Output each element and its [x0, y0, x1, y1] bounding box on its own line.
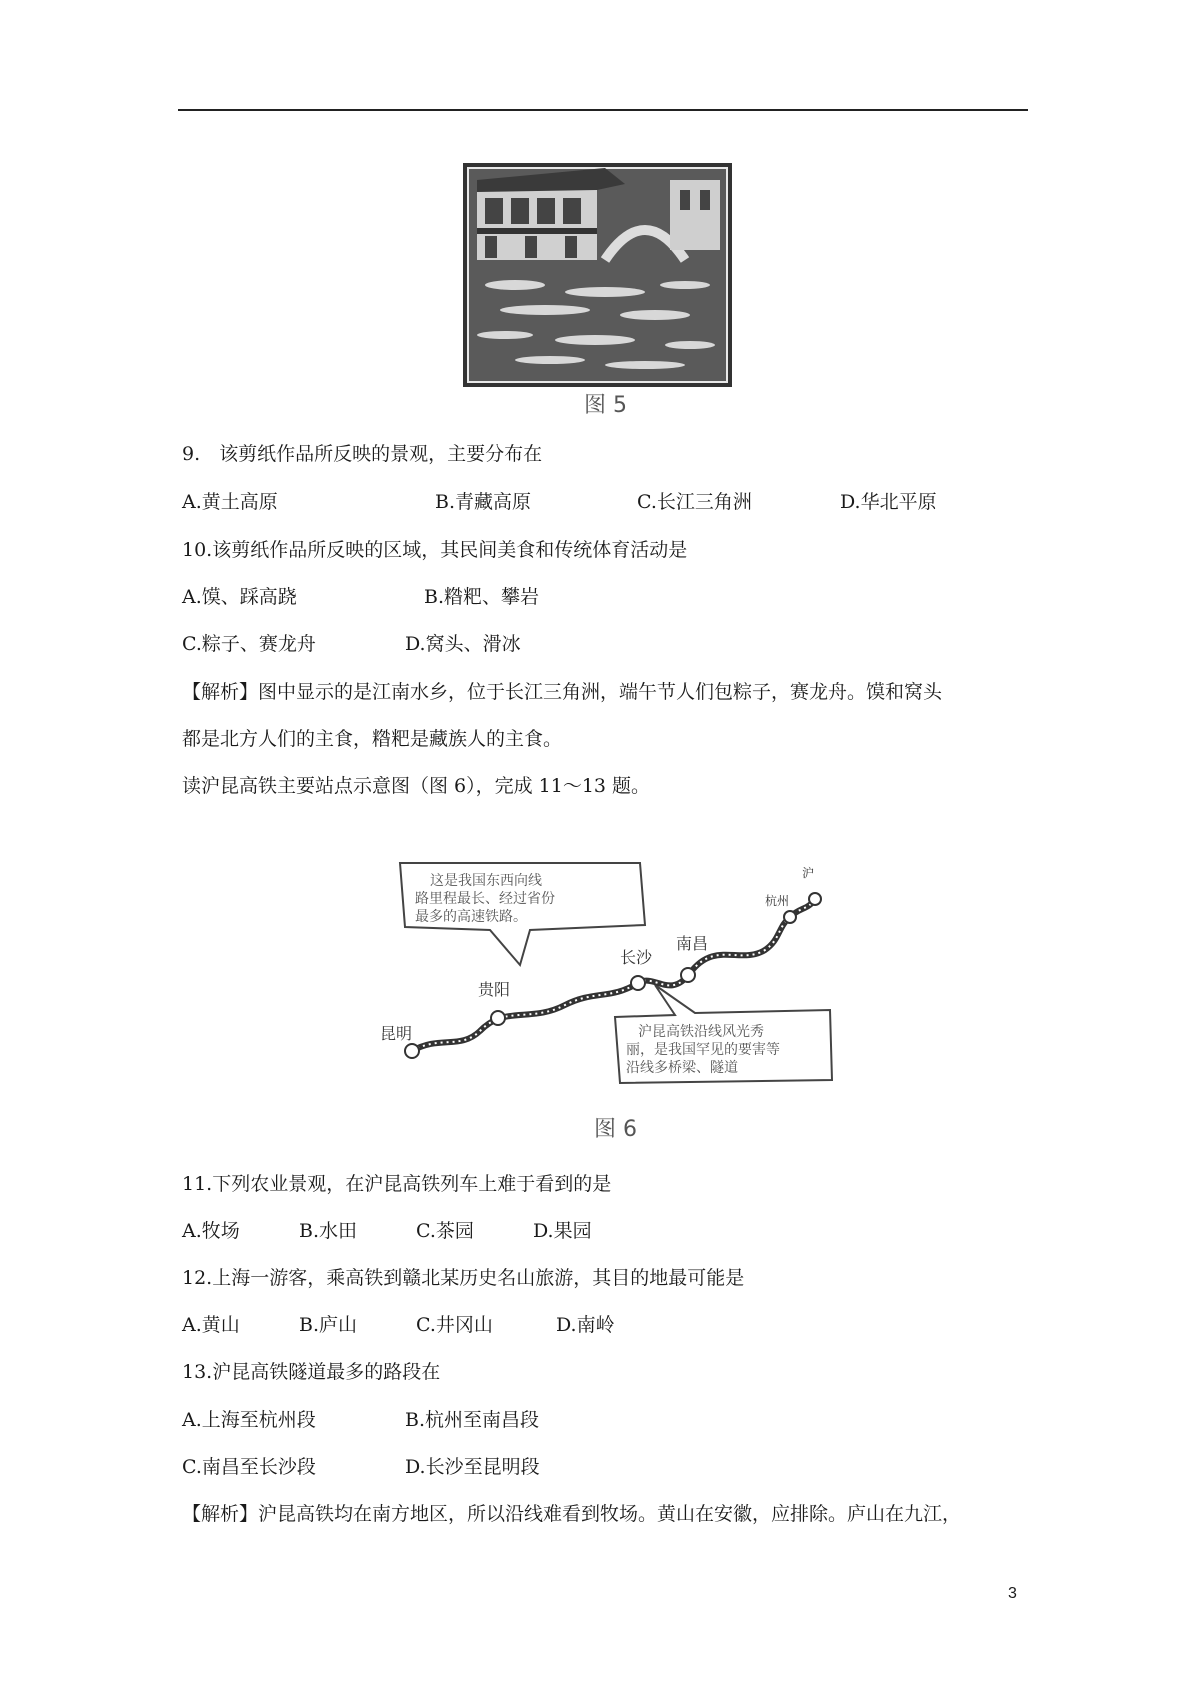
- station-kunming-label: 昆明: [380, 1024, 413, 1043]
- q13-option-c: C.南昌至长沙段: [182, 1456, 316, 1478]
- figure5-caption: 图 5: [584, 393, 627, 418]
- q9-option-d: D.华北平原: [840, 491, 937, 513]
- q10-option-c: C.粽子、赛龙舟: [182, 633, 316, 655]
- bubble-bottom: [615, 985, 832, 1083]
- q12-option-a: A.黄山: [182, 1314, 240, 1336]
- q11-stem: 11.下列农业景观，在沪昆高铁列车上难于看到的是: [182, 1173, 612, 1195]
- q13-option-b: B.杭州至南昌段: [405, 1409, 540, 1431]
- q9-stem: 9. 该剪纸作品所反映的景观，主要分布在: [182, 443, 543, 465]
- analysis1-line1: 【解析】图中显示的是江南水乡，位于长江三角洲，端午节人们包粽子，赛龙舟。馍和窝头: [182, 681, 943, 703]
- station-shanghai-label: 沪: [802, 866, 815, 880]
- station-nanchang-label: 南昌: [676, 934, 709, 953]
- q9-option-c: C.长江三角洲: [637, 491, 752, 513]
- station-guiyang-marker: [491, 1011, 505, 1025]
- q10-option-b: B.糌粑、攀岩: [424, 586, 540, 608]
- q11-option-d: D.果园: [533, 1220, 592, 1242]
- figure6-rail-map: [370, 855, 840, 1115]
- q10-option-a: A.馍、踩高跷: [182, 586, 297, 608]
- q12-option-d: D.南岭: [556, 1314, 615, 1336]
- analysis1-line2: 都是北方人们的主食，糌粑是藏族人的主食。: [182, 728, 563, 750]
- q12-option-b: B.庐山: [299, 1314, 358, 1336]
- bubble-bottom-line1: 沪昆高铁沿线风光秀: [638, 1024, 764, 1040]
- q12-stem: 12.上海一游客，乘高铁到赣北某历史名山旅游，其目的地最可能是: [182, 1267, 745, 1289]
- station-guiyang-label: 贵阳: [478, 980, 511, 999]
- q10-option-d: D.窝头、滑冰: [405, 633, 521, 655]
- page-number: 3: [1008, 1585, 1017, 1602]
- station-hangzhou-marker: [784, 911, 796, 923]
- q13-option-d: D.长沙至昆明段: [405, 1456, 540, 1478]
- station-shanghai-marker: [809, 893, 821, 905]
- bubble-top-line2: 路里程最长、经过省份: [415, 891, 555, 907]
- figure6-intro: 读沪昆高铁主要站点示意图（图 6），完成 11～13 题。: [182, 775, 651, 797]
- q11-option-b: B.水田: [299, 1220, 358, 1242]
- station-hangzhou-label: 杭州: [765, 894, 790, 908]
- analysis2-line1: 【解析】沪昆高铁均在南方地区，所以沿线难看到牧场。黄山在安徽，应排除。庐山在九江，: [182, 1503, 962, 1525]
- bubble-top-line1: 这是我国东西向线: [430, 873, 542, 889]
- station-nanchang-marker: [681, 968, 695, 982]
- q11-option-a: A.牧场: [182, 1220, 240, 1242]
- q10-stem: 10.该剪纸作品所反映的区域，其民间美食和传统体育活动是: [182, 539, 688, 561]
- q9-option-b: B.青藏高原: [435, 491, 532, 513]
- figure5-papercut-image: [455, 160, 740, 390]
- q13-option-a: A.上海至杭州段: [182, 1409, 316, 1431]
- station-changsha-label: 长沙: [620, 948, 653, 967]
- q11-option-c: C.茶园: [416, 1220, 474, 1242]
- bubble-bottom-line3: 沿线多桥梁、隧道: [626, 1060, 738, 1076]
- q12-option-c: C.井冈山: [416, 1314, 493, 1336]
- q9-option-a: A.黄土高原: [182, 491, 278, 513]
- bubble-top: [400, 863, 645, 965]
- figure6-caption: 图 6: [594, 1117, 637, 1142]
- station-changsha-marker: [631, 976, 645, 990]
- bubble-bottom-line2: 丽，是我国罕见的要害等: [626, 1042, 780, 1058]
- header-rule: [178, 109, 1028, 111]
- station-kunming-marker: [405, 1044, 419, 1058]
- bubble-top-line3: 最多的高速铁路。: [415, 909, 527, 925]
- q13-stem: 13.沪昆高铁隧道最多的路段在: [182, 1361, 441, 1383]
